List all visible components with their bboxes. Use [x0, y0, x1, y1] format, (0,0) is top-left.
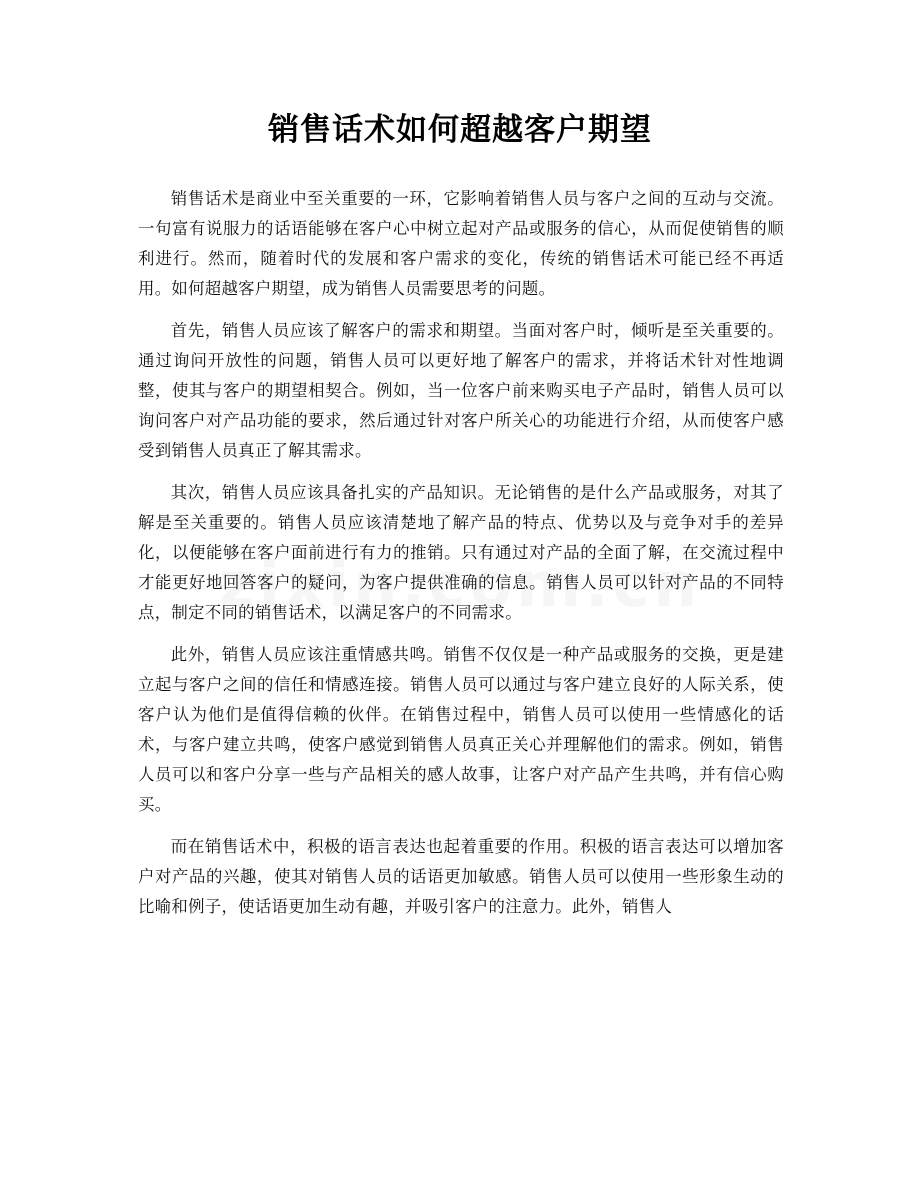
paragraph: 首先，销售人员应该了解客户的需求和期望。当面对客户时，倾听是至关重要的。通过询问开放性的问题，销售人员可以更好地了解客户的需求，并将话术针对性地调整，使其与客户的期望相契合。例如，当一位客户前来购买电子产品时，销售人员可以询问客户对产品功能的要求，然后通过针对客户所关心的功能进行介绍，从而使客户感受到销售人员真正了解其需求。 — [138, 321, 784, 460]
paragraph: 其次，销售人员应该具备扎实的产品知识。无论销售的是什么产品或服务，对其了解是至关重要的。销售人员应该清楚地了解产品的特点、优势以及与竞争对手的差异化，以便能够在客户面前进行有力的推销。只有通过对产品的全面了解，在交流过程中才能更好地回答客户的疑问，为客户提供准确的信息。销售人员可以针对产品的不同特点，制定不同的销售话术，以满足客户的不同需求。 — [138, 483, 784, 622]
document-title: 销售话术如何超越客户期望 — [268, 112, 652, 148]
paragraph: 销售话术是商业中至关重要的一环，它影响着销售人员与客户之间的互动与交流。一句富有说服力的话语能够在客户心中树立起对产品或服务的信心，从而促使销售的顺利进行。然而，随着时代的发展和客户需求的变化，传统的销售话术可能已经不再适用。如何超越客户期望，成为销售人员需要思考的问题。 — [138, 189, 784, 298]
paragraph: 而在销售话术中，积极的语言表达也起着重要的作用。积极的语言表达可以增加客户对产品的兴趣，使其对销售人员的话语更加敏感。销售人员可以使用一些形象生动的比喻和例子，使话语更加生动有趣，并吸引客户的注意力。此外，销售人 — [138, 837, 784, 916]
paragraph: 此外，销售人员应该注重情感共鸣。销售不仅仅是一种产品或服务的交换，更是建立起与客户之间的信任和情感连接。销售人员可以通过与客户建立良好的人际关系，使客户认为他们是值得信赖的伙伴。在销售过程中，销售人员可以使用一些情感化的话术，与客户建立共鸣，使客户感觉到销售人员真正关心并理解他们的需求。例如，销售人员可以和客户分享一些与产品相关的感人故事，让客户对产品产生共鸣，并有信心购买。 — [138, 645, 784, 814]
document-body — [138, 184, 784, 934]
